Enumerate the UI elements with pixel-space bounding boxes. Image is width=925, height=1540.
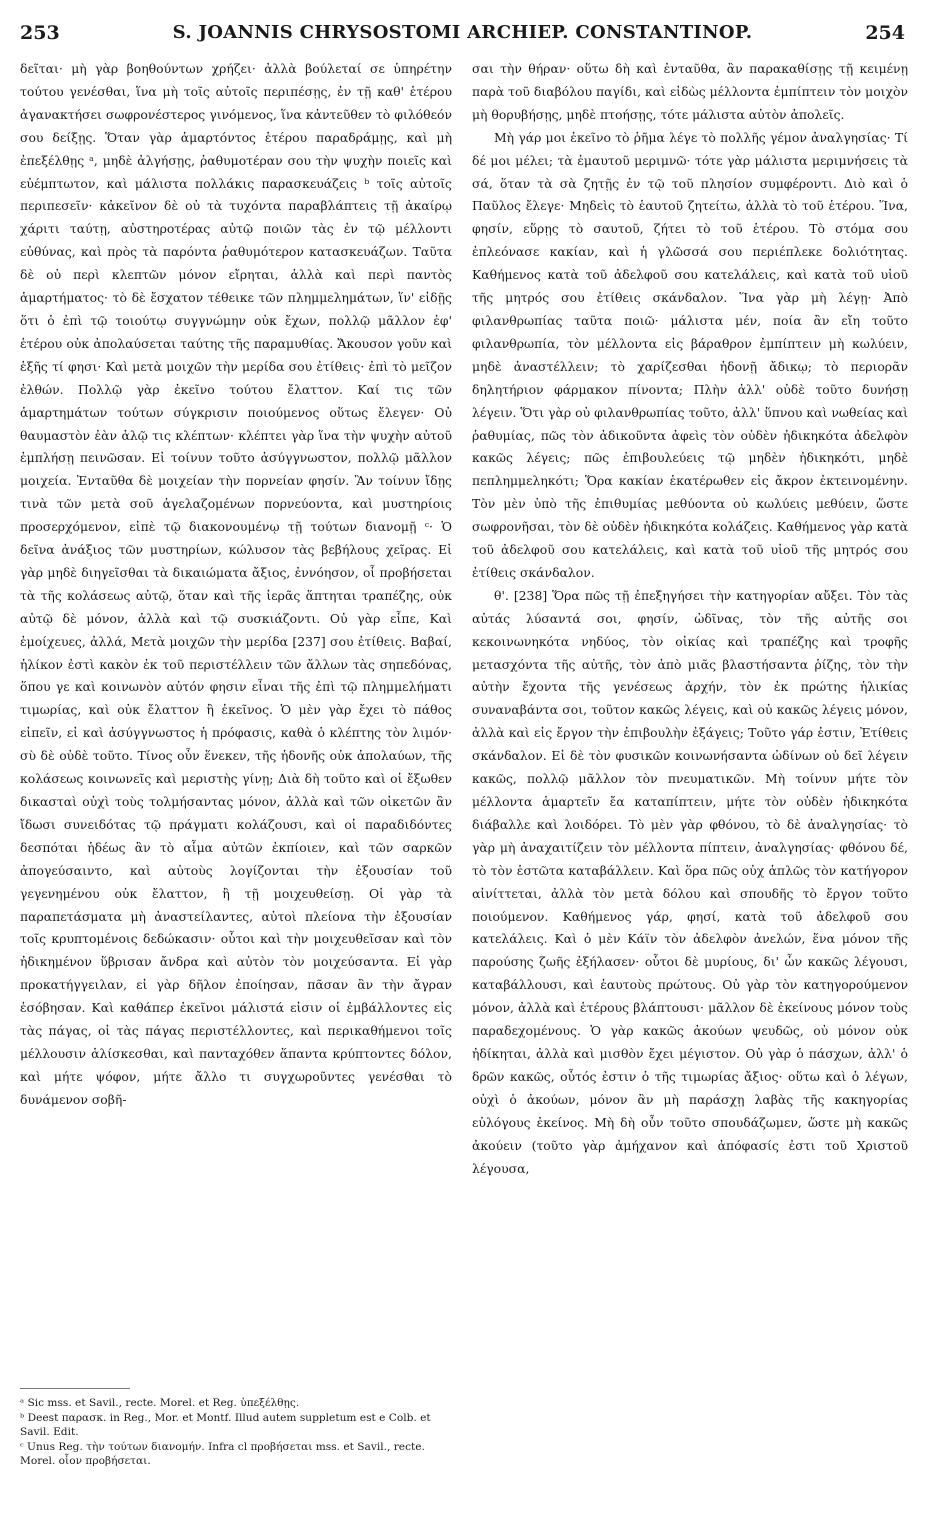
page-number-left: 253 (20, 22, 60, 44)
footnote-a: ᵃ Sic mss. et Savil., recte. Morel. et Reg. ὑπεξέλθῃς. (20, 1397, 300, 1409)
footnote-rule (20, 1388, 130, 1389)
running-header (20, 22, 905, 50)
right-column (472, 58, 908, 1180)
paragraph: θ'. [238] Ὅρα πῶς τῇ ἐπεξηγήσει τὴν κατηγορίαν αὔξει. Τὸν τὰς αὐτάς λύσαντά σοι, φησίν, ὠδῖνας, τὸν τῆς αὐτῆς σοι κεκοινωνηκότα νηδύος, τὸν οἰκίας καὶ τραπέζης καὶ τροφῆς μετασχόντα τῆς αὐτῆς, τὸν ἀπὸ μιᾶς βλαστήσαντα ῥίζης, τὸν τὴν αὐτὴν ἔχοντα τῆς γενέσεως ἀρχήν, τὸν ἐκ πρώτης ἡλικίας συναναβάντα σοι, τοῦτον κακῶς λέγεις, καὶ οὐ κακῶς λέγεις μόνον, ἀλλὰ καὶ εἰς ἔργον τὴν ἐπιβουλὴν ἐξάγεις; Τοῦτο γάρ ἐστιν, Ἐτίθεις σκάνδαλον. Εἰ δὲ τὸν φυσικῶν κοινωνήσαντα ὠδίνων οὐ δεῖ λέγειν κακῶς, πολλῷ μᾶλλον τὸν πνευματικῶν. Μὴ τοίνυν μήτε τὸν μέλλοντα ἁμαρτεῖν ἔα καταπίπτειν, μήτε τὸν οὐδὲν ἠδικηκότα διάβαλλε καὶ λοιδόρει. Τὸ μὲν γὰρ φθόνου, τὸ δὲ ἀναλγησίας· τὸ γὰρ μὴ ἀναχαιτίζειν τὸν μέλλοντα πίπτειν, ἀναλγησίας· φθόνου δέ, τὸ τὸν ἑστῶτα καταβάλλειν. Καὶ ὅρα πῶς οὐχ ἁπλῶς τὸν κατήγορον αἰνίττεται, ἀλλὰ τὸν μετὰ δόλου καὶ σπουδῆς τὸ ἔργον τοῦτο ποιούμενον. Καθήμενος γάρ, φησί, κατὰ τοῦ ἀδελφοῦ σου κατελάλεις. Καὶ ὁ μὲν Κάϊν τὸν ἀδελφὸν ἀνελών, ἕνα μόνον τῆς παρούσης ζωῆς ἐξήλασεν· οὗτοι δὲ μυρίους, δι' ὧν κακῶς λέγουσι, καταβάλλουσι, καὶ ἑαυτοὺς πρώτους. Οὐ γὰρ τὸν κατηγορούμενον μόνον, ἀλλὰ καὶ ἑτέρους βλάπτουσι· μᾶλλον δὲ ἐκείνους μόνον τοὺς παραδεχομένους. Ὁ γὰρ κακῶς ἀκούων ψευδῶς, οὐ μόνον οὐκ ἠδίκηται, ἀλλὰ καὶ μισθὸν ἔχει μέγιστον. Οὐ γὰρ ὁ πάσχων, ἀλλ' ὁ δρῶν κακῶς, οὗτός ἐστιν ὁ τῆς τιμωρίας ἄξιος· οὕτω καὶ ὁ λέγων, οὐχὶ ὁ ἀκούων, μόνον ἂν μὴ παράσχῃ λαβὰς τῆς κακηγορίας εὐλόγους ἐκείνος. Μὴ δὴ οὖν τοῦτο σπουδάζωμεν, ὥστε μὴ κακῶς ἀκούειν (τοῦτο γὰρ ἀμήχανον καὶ ἀπόφασίς ἐστι τοῦ Χριστοῦ λέγουσα, (472, 587, 908, 1176)
paragraph: σαι τὴν θήραν· οὕτω δὴ καὶ ἐνταῦθα, ἂν παρακαθίσῃς τῇ κειμένῃ παρὰ τοῦ διαβόλου παγίδι, καὶ εἰδὼς μέλλοντα ἐμπίπτειν τὸν μοιχὸν μὴ θορυβήσῃς, μηδὲ πτοήσῃς, τότε μάλιστα αὐτὸν ἀπολεῖς. (472, 61, 909, 122)
footnotes (20, 1396, 452, 1469)
footnote-c: ᶜ Unus Reg. τὴν τούτων διανομήν. Infra cl προβήσεται mss. et Savil., recte. Morel. οἷον προβήσεται. (20, 1440, 425, 1468)
paragraph: δεῖται· μὴ γὰρ βοηθούντων χρήζει· ἀλλὰ βούλεταί σε ὑπηρέτην τούτου γενέσθαι, ἵνα μὴ τοῖς αὐτοῖς περιπέσῃς, ἐν τῇ καθ' ἑτέρου ἀγανακτήσει σωφρονέστερος γινόμενος, ἵνα κἀντεῦθεν τὸ φιλόθεόν σου δείξῃς. Ὅταν γὰρ ἁμαρτόντος ἑτέρου παραδράμῃς, καὶ μὴ ἐπεξέλθῃς ᵃ, μηδὲ ἀλγήσῃς, ῥαθυμοτέραν σου τὴν ψυχὴν ποιεῖς καὶ εὐέμπτωτον, καὶ μάλιστα πολλάκις παρασκευάζεις ᵇ τοῖς αὐτοῖς περιπεσεῖν· κἀκεῖνον δὲ οὐ τὰ τυχόντα παραβλάπτεις τῇ ἀκαίρῳ χάριτι ταύτῃ, αὐστηροτέρας αὐτῷ ποιῶν τὰς ἐν τῷ μέλλοντι εὐθύνας, καὶ πρὸς τὰ παρόντα ῥαθυμότερον κατασκευάζων. Ταῦτα δὲ οὐ περὶ κλεπτῶν μόνον εἴρηται, ἀλλὰ καὶ περὶ παντὸς ἁμαρτήματος· τὸ δὲ ἔσχατον τέθεικε τῶν πλημμελημάτων, ἵν' εἰδῇς ὅτι ὁ ἐπὶ τῷ τοιούτῳ συγγνώμην οὐκ ἔχων, πολλῷ μᾶλλον ἐφ' ἑτέρου οὐκ ἀπολαύσεται ταύτης τῆς παραμυθίας. Ἄκουσον γοῦν καὶ ἑξῆς τί φησι· Καὶ μετὰ μοιχῶν τὴν μερίδα σου ἐτίθεις· ἐπὶ τὸ μεῖζον ἐλθών. Πολλῷ γὰρ ἐκεῖνο τούτου ἔλαττον. Καί τις τῶν ἁμαρτημάτων τούτων σύγκρισιν ποιούμενος οὕτως ἔλεγεν· Οὐ θαυμαστὸν ἐὰν ἁλῷ τις κλέπτων· κλέπτει γὰρ ἵνα τὴν ψυχὴν αὐτοῦ ἐμπλήσῃ πεινῶσαν. Εἰ τοίνυν τοῦτο ἀσύγγνωστον, πολλῷ μᾶλλον μοιχεία. Ἐνταῦθα δὲ μοιχείαν τὴν πορνείαν φησίν. Ἂν τοίνυν ἴδῃς τινὰ τῶν μετὰ σοῦ ἀγελαζομένων πορνεύοντα, καὶ μυστηρίοις προσερχόμενον, εἰπὲ τῷ διακονουμένῳ τῇ τούτων διανομῇ ᶜ· Ὁ δεῖνα ἀνάξιος τῶν μυστηρίων, κώλυσον τὰς βεβήλους χεῖρας. Εἰ γὰρ μηδὲ διηγεῖσθαι τὰ δικαιώματα ἄξιος, ἐννόησον, οἷ προβήσεται τὰ τῆς κολάσεως αὐτῷ, ὅταν καὶ τῆς ἱερᾶς ἅπτηται τραπέζης, οὐκ αὐτῷ δὲ μόνον, ἀλλὰ καὶ τῷ συσκιάζοντι. Οὐ γὰρ εἶπε, Καὶ ἐμοίχευες, ἀλλά, Μετὰ μοιχῶν τὴν μερίδα [237] σου ἐτίθεις. Βαβαί, ἡλίκον ἐστὶ κακὸν ἐκ τοῦ περιστέλλειν τῶν ἄλλων τὰς σηπεδόνας, ὅπου γε καὶ κοινωνὸν αὐτόν φησιν εἶναι τῆς ἐπὶ τῷ πλημμελήματι τιμωρίας, καὶ οὐκ ἔλαττον ἢ ἐκεῖνος. Ὁ μὲν γὰρ ἔχει τὸ πάθος εἰπεῖν, εἰ καὶ ἀσύγγνωστος ἡ πρόφασις, καθὰ ὁ κλέπτης τὸν λιμόν· σὺ δὲ οὐδὲ τοῦτο. Τίνος οὖν ἕνεκεν, τῆς ἡδονῆς οὐκ ἀπολαύων, τῆς κολάσεως κοινωνεῖς καὶ μεριστὴς γίνῃ; Διὰ δὴ τοῦτο καὶ οἱ ἔξωθεν δικασταὶ οὐχὶ τοὺς τολμήσαντας μόνον, ἀλλὰ καὶ τῶν οἰκετῶν ἂν ἴδωσι συνειδότας τῷ πράγματι κολάζουσι, καὶ οἱ παραδιδόντες δεσπόται ἡδέως ἂν τὸ αἷμα αὐτῶν ἐκπίοιεν, καὶ τῶν σαρκῶν ἀπογεύσαιντο, καὶ αὐτοὺς λογίζονται τὴν ἐξουσίαν τοῦ γεγενημένου οὐκ ἔλαττον, ἢ τῇ μοιχευθείσῃ. Οἱ γὰρ τὰ παραπετάσματα μὴ ἀναστείλαντες, αὐτοὶ πλείονα τὴν ἐξουσίαν τοῖς κρυπτομένοις δεδώκασιν· οὗτοι καὶ τὴν μοιχευθεῖσαν καὶ τὸν ἠδικημένον ὕβρισαν ἄνδρα καὶ αὐτὸν τὸν μοιχεύσαντα. Εἰ γὰρ προκατήγγειλαν, εἰ γὰρ δῆλον ἐποίησαν, πᾶσαν ἂν τὴν ἄγραν ἐσόβησαν. Καὶ καθάπερ ἐκεῖνοι μάλιστά εἰσιν οἱ ἐμβάλλοντες εἰς τὰς πάγας, οἱ τὰς πάγας περιστέλλοντες, καὶ περικαθήμενοι τοῖς μέλλουσιν ἁλίσκεσθαι, καὶ πανταχόθεν ἅπαντα κρύπτοντες δόλον, καὶ μήτε ψόφον, μήτε ἄλλο τι συγχωροῦντες γενέσθαι τὸ δυνάμενον σοβῆ- (20, 61, 452, 1107)
running-title: S. JOANNIS CHRYSOSTOMI ARCHIEP. CONSTANTINOP. (172, 22, 753, 43)
footnote-b: ᵇ Deest παρασκ. in Reg., Mor. et Montf. Illud autem suppletum est e Colb. et Savil. Edit. (20, 1411, 431, 1439)
paragraph: Μὴ γάρ μοι ἐκεῖνο τὸ ῥῆμα λέγε τὸ πολλῆς γέμον ἀναλγησίας· Τί δέ μοι μέλει; τὰ ἐμαυτοῦ μεριμνῶ· τότε γὰρ μάλιστα μεριμνήσεις τὰ σά, ὅταν τὰ σὰ ζητῇς ἐν τῷ τοῦ πλησίον συμφέροντι. Διὸ καὶ ὁ Παῦλος ἔλεγε· Μηδεὶς τὸ ἑαυτοῦ ζητείτω, ἀλλὰ τὸ τοῦ ἑτέρου. Ἵνα, φησίν, εὕρῃς τὸ σαυτοῦ, ζήτει τὸ τοῦ ἑτέρου. Τὸ στόμα σου ἐπλεόνασε κακίαν, καὶ ἡ γλῶσσά σου περιέπλεκε δολιότητας. Καθήμενος κατὰ τοῦ ἀδελφοῦ σου κατελάλεις, καὶ κατὰ τοῦ υἱοῦ τῆς μητρός σου ἐτίθεις σκάνδαλον. Ἵνα γὰρ μὴ λέγῃ· Ἀπὸ φιλανθρωπίας ταῦτα ποιῶ· μάλιστα μέν, ποία ἂν εἴη τοῦτο φιλανθρωπία, τὸν μέλλοντα εἰς βάραθρον ἐμπίπτειν μὴ κωλύειν, μηδὲ ἀναστέλλειν; τὸ χαρίζεσθαι ἡδονῇ ἄδικῳ; τὸ περιορᾶν δηλητήριον φάρμακον πίνοντα; Πλὴν ἀλλ' οὐδὲ τοῦτο δυνήσῃ λέγειν. Ὅτι γὰρ οὐ φιλανθρωπίας τοῦτο, ἀλλ' ὕπνου καὶ νωθείας καὶ ῥαθυμίας, πῶς τὸν ἀδικοῦντα ἀφεὶς τὸν οὐδὲν ἠδικηκότα ἀδελφὸν κακῶς λέγεις; πῶς ἐπιβουλεύεις τῷ μηδὲν ἠδικηκότι, μηδὲ πεπλημμεληκότι; Ὅρα κακίαν ἑκατέρωθεν εἰς ἄκρον ἐκτεινομένην. Τὸν μὲν ὑπὸ τῆς ἐπιθυμίας μεθύοντα οὐ κωλύεις μεθύειν, ὥστε σωφρονῆσαι, τὸν δὲ οὐδὲν ἠδικηκότα κολάζεις. Καθήμενος γὰρ κατὰ τοῦ ἀδελφοῦ σου κατελάλεις, καὶ κατὰ τοῦ υἱοῦ τῆς μητρός σου ἐτίθεις σκάνδαλον. (472, 129, 908, 580)
left-column (20, 58, 452, 1112)
page-number-right: 254 (865, 22, 905, 44)
